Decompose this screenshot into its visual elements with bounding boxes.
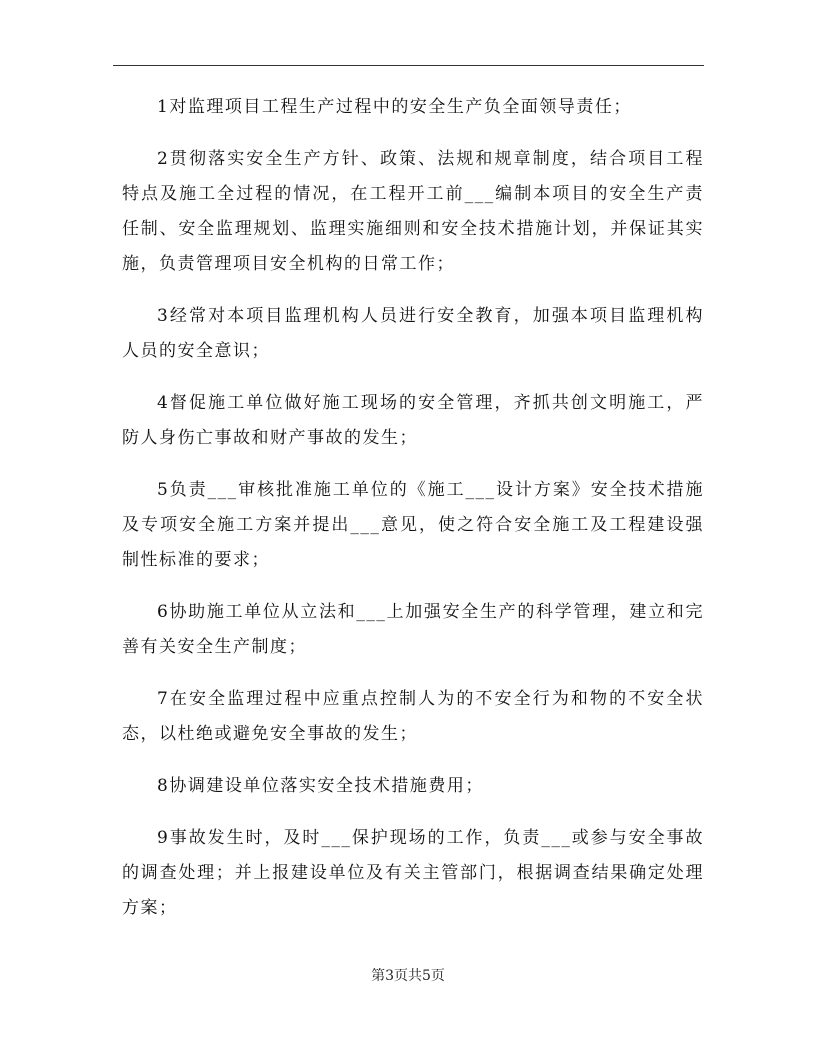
paragraph-2: 2贯彻落实安全生产方针、政策、法规和规章制度，结合项目工程特点及施工全过程的情况，在工程开工前___编制本项目的安全生产责任制、安全监理规划、监理实施细则和安全技术措施计划，并保证其实施，负责管理项目安全机构的日常工作；	[122, 149, 704, 274]
paragraph-8: 8协调建设单位落实安全技术措施费用；	[157, 776, 484, 796]
document-body	[122, 90, 704, 943]
paragraph-7: 7在安全监理过程中应重点控制人为的不安全行为和物的不安全状态，以杜绝或避免安全事故的发生；	[122, 689, 704, 744]
paragraph-6: 6协助施工单位从立法和___上加强安全生产的科学管理，建立和完善有关安全生产制度；	[122, 602, 704, 657]
page-number-footer: 第3页共5页	[371, 968, 445, 984]
paragraph-1: 1对监理项目工程生产过程中的安全生产负全面领导责任；	[157, 97, 632, 117]
paragraph-3: 3经常对本项目监理机构人员进行安全教育，加强本项目监理机构人员的安全意识；	[122, 306, 704, 361]
paragraph-9: 9事故发生时，及时___保护现场的工作，负责___或参与安全事故的调查处理；并上报建设单位及有关主管部门，根据调查结果确定处理方案；	[122, 828, 704, 918]
paragraph-5: 5负责___审核批准施工单位的《施工___设计方案》安全技术措施及专项安全施工方案并提出___意见，使之符合安全施工及工程建设强制性标准的要求；	[122, 480, 704, 570]
header-rule	[113, 65, 704, 66]
paragraph-4: 4督促施工单位做好施工现场的安全管理，齐抓共创文明施工，严防人身伤亡事故和财产事故的发生；	[122, 393, 704, 448]
